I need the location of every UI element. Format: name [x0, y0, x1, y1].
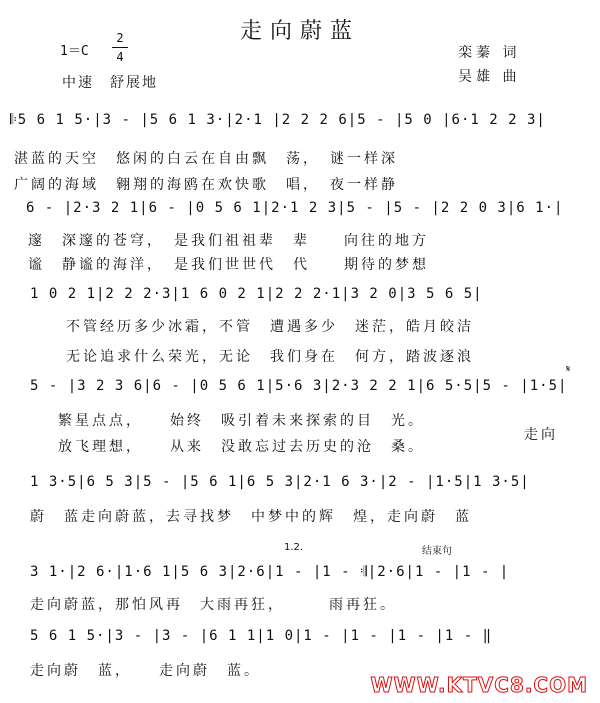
notation-line-1: 𝄆5 6 1 5·|3 - |5 6 1 3·|2·1 |2 2 2 6|5 - |5 0 |6·1 2 2 3| [10, 112, 546, 128]
song-title: 走向蔚蓝 [239, 19, 360, 44]
lyric-line-4-verse-1: 繁星点点， 始终 吸引着未来探索的目 光。 [58, 413, 425, 429]
notation-line-3: 1 0 2 1|2 2 2·3|1 6 0 2 1|2 2 2·1|3 2 0|3 5 6 5| [30, 286, 483, 302]
lyric-line-5: 蔚 蓝走向蔚蓝，去寻找梦 中梦中的辉 煌，走向蔚 蓝 [30, 509, 472, 525]
lyricist-credit: 栾蓁 词 [458, 45, 521, 61]
lyric-pickup-text: 走向 [524, 427, 558, 443]
lyric-line-4-verse-2: 放飞理想， 从来 没敢忘过去历史的沧 桑。 [58, 439, 425, 455]
lyric-line-3-verse-1: 不管经历多少冰霜，不管 遭遇多少 迷茫，皓月皎洁 [66, 319, 474, 335]
notation-line-4: 5 - |3 2 3 6|6 - |0 5 6 1|5·6 3|2·3 2 2 1|6 5·5|5 - |1·5| [30, 378, 568, 394]
lyric-line-2-verse-2: 谧 静谧的海洋， 是我们世世代 代 期待的梦想 [28, 257, 429, 273]
time-signature [112, 30, 128, 65]
composer-credit: 吴雄 曲 [458, 69, 521, 85]
notation-line-2: 6 - |2·3 2 1|6 - |0 5 6 1|2·1 2 3|5 - |5 - |2 2 0 3|6 1·| [26, 200, 564, 216]
lyric-line-7: 走向蔚 蓝， 走向蔚 蓝。 [30, 663, 261, 679]
segno-mark: 𝄋 [566, 364, 571, 375]
notation-line-5: 1 3·5|6 5 3|5 - |5 6 1|6 5 3|2·1 6 3·|2 - |1·5|1 3·5| [30, 474, 530, 490]
key-signature: 1＝C [60, 44, 89, 59]
lyric-line-1-verse-2: 广阔的海域 翱翔的海鸥在欢快歌 唱， 夜一样静 [14, 177, 398, 193]
meter-numerator: 2 [116, 31, 124, 45]
volta-first-ending: 1.2. [284, 542, 304, 553]
coda-label: 结束句 [422, 546, 452, 557]
lyric-line-6: 走向蔚蓝，那怕风再 大雨再狂， 雨再狂。 [30, 597, 397, 613]
site-watermark: WWW.KTVC8.COM [370, 673, 588, 697]
lyric-line-3-verse-2: 无论追求什么荣光，无论 我们身在 何方，踏波逐浪 [66, 349, 474, 365]
notation-line-6: 3 1·|2 6·|1·6 1|5 6 3|2·6|1 - |1 - 𝄇|2·6|1 - |1 - | [30, 564, 510, 580]
lyric-line-2-verse-1: 邃 深邃的苍穹， 是我们祖祖辈 辈 向往的地方 [28, 233, 429, 249]
lyric-line-1-verse-1: 湛蓝的天空 悠闲的白云在自由飘 荡， 谜一样深 [14, 151, 398, 167]
tempo-marking: 中速 舒展地 [62, 75, 158, 91]
notation-line-7: 5 6 1 5·|3 - |3 - |6 1 1|1 0|1 - |1 - |1 - |1 - ‖ [30, 628, 493, 644]
meter-denominator: 4 [116, 50, 124, 64]
